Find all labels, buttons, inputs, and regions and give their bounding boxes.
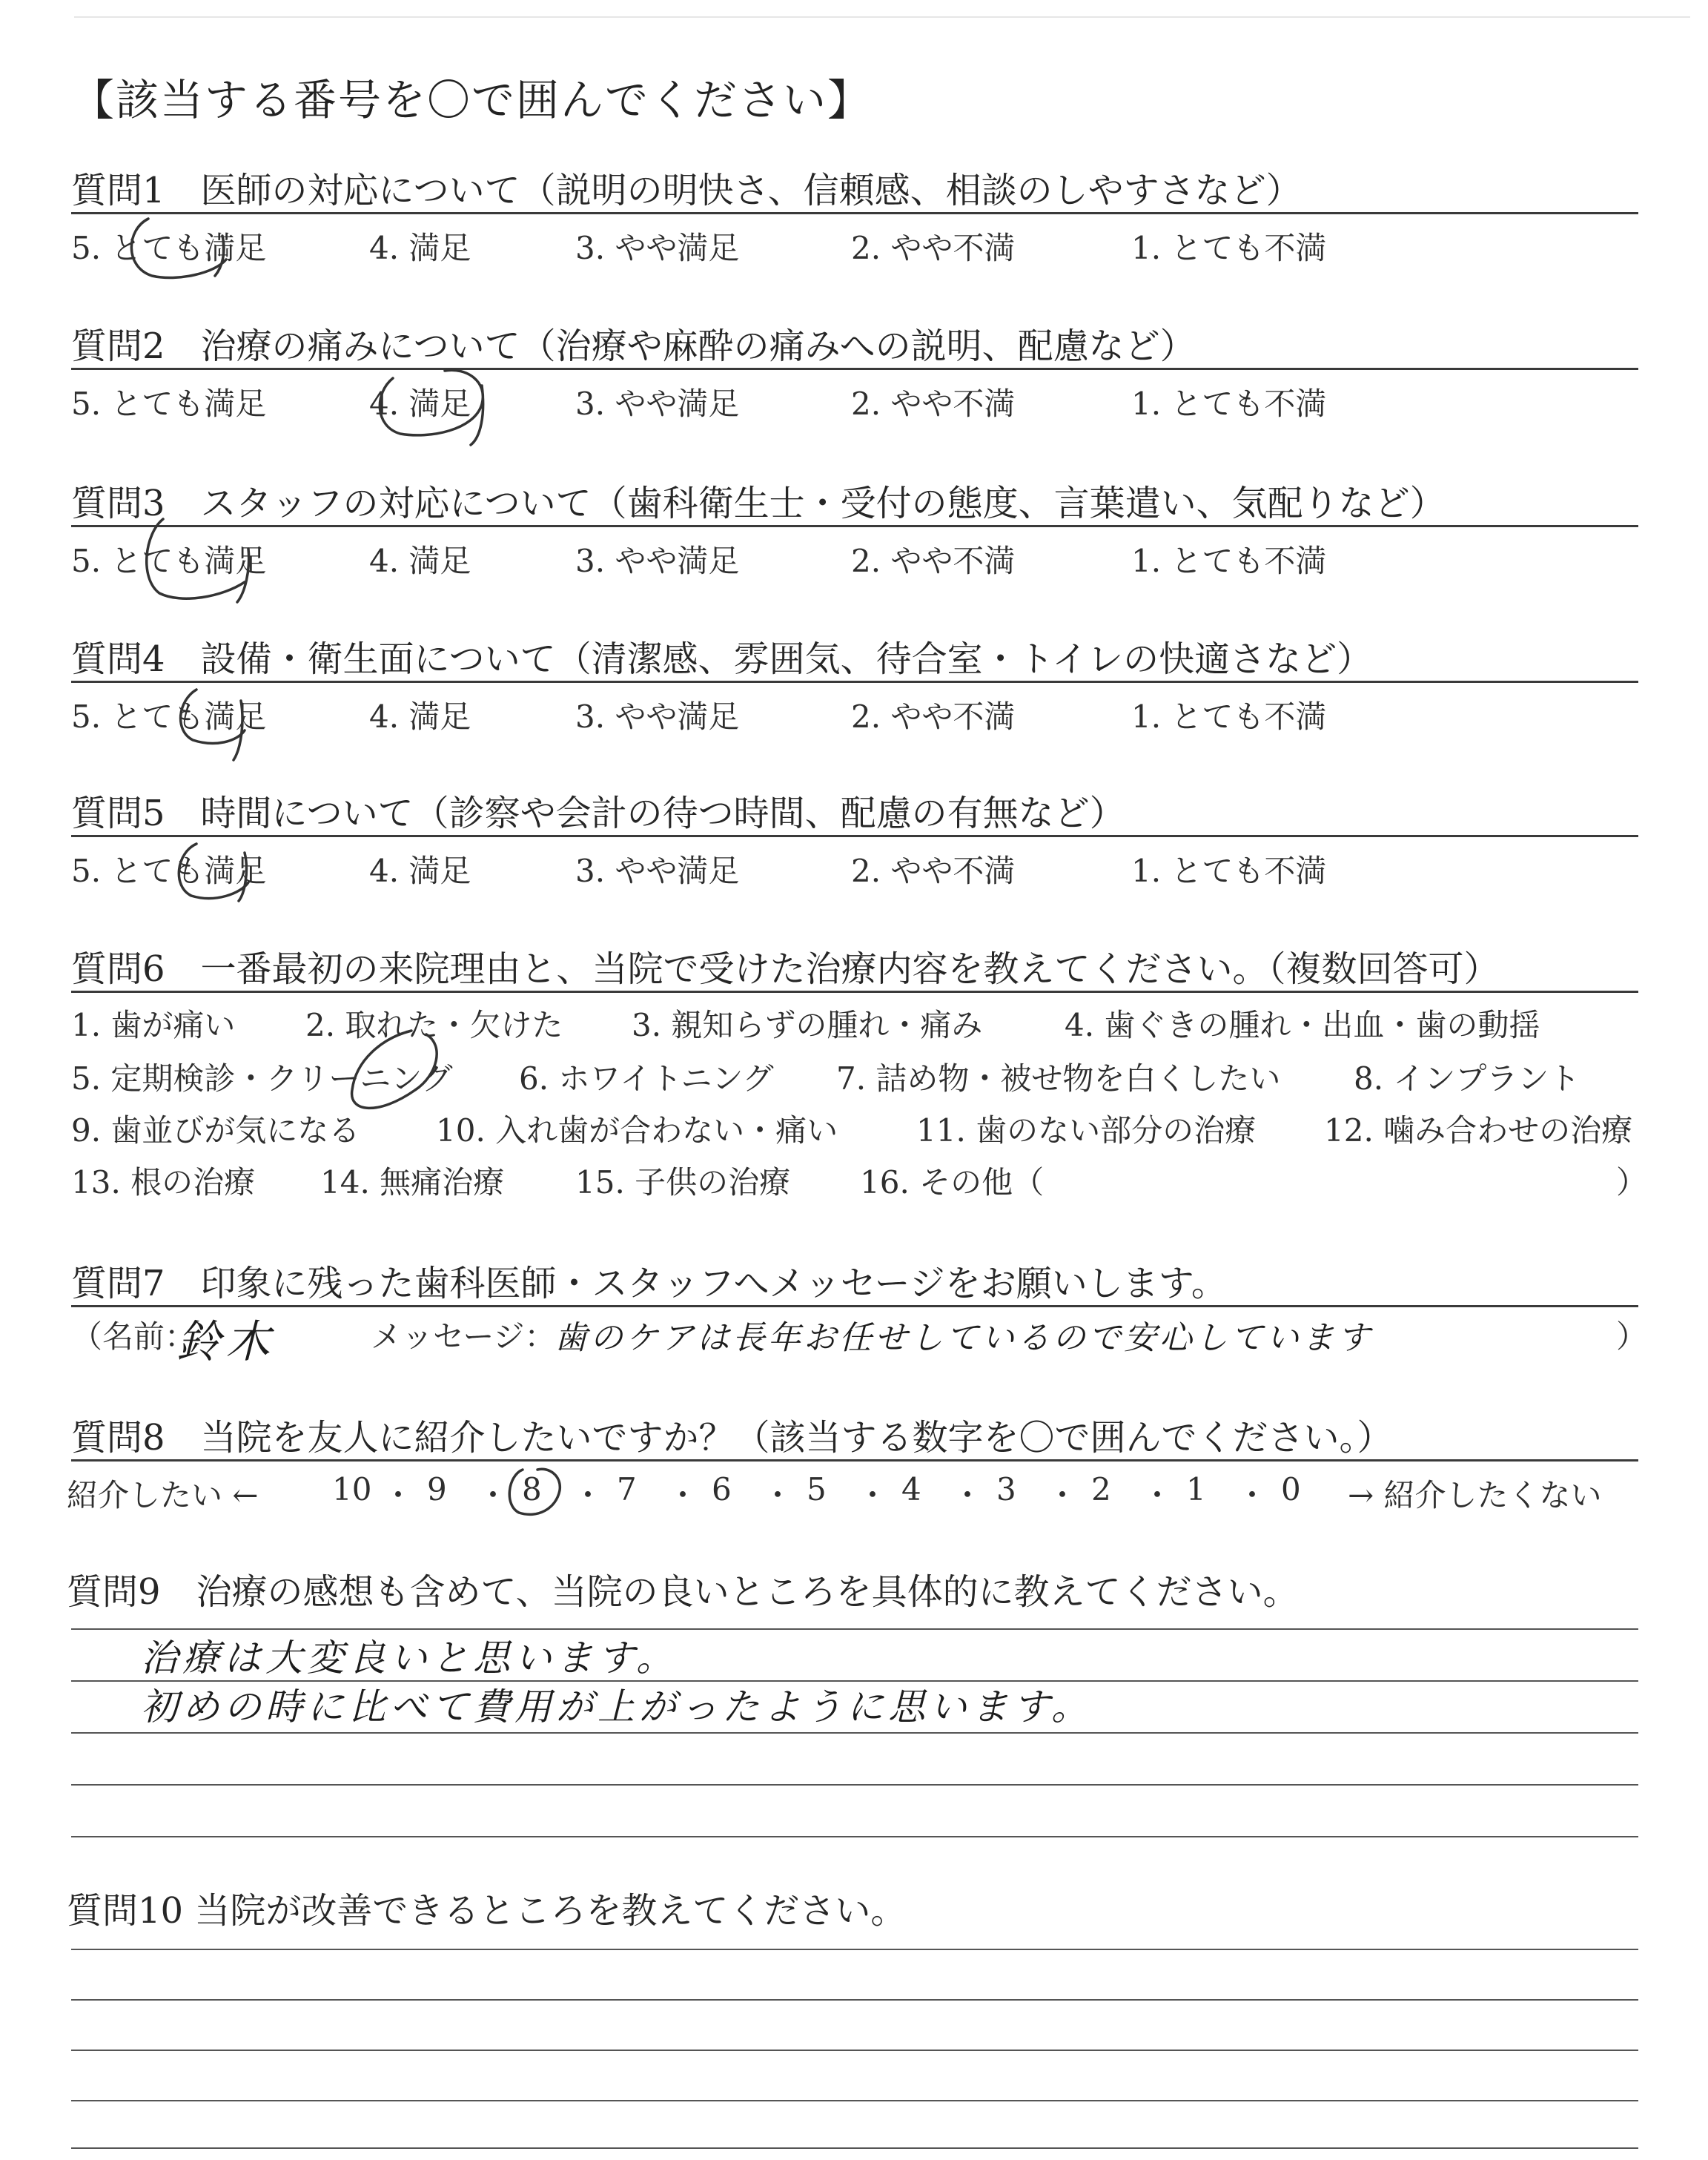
q6-option[interactable]: 11. 歯のない部分の治療 [916, 1112, 1257, 1149]
q3-rule [71, 525, 1638, 527]
q4-option[interactable]: 3. やや満足 [575, 698, 740, 735]
q2-title: 質問2 治療の痛みについて（治療や麻酔の痛みへの説明、配慮など） [71, 326, 1196, 367]
q5-rule [71, 835, 1638, 837]
q8-scale-separator: ・ [1142, 1477, 1174, 1513]
q8-scale-value[interactable]: 7 [617, 1471, 637, 1507]
q6-option[interactable]: 15. 子供の治療 [575, 1164, 791, 1200]
top-border [74, 16, 1690, 18]
q8-scale-value[interactable]: 1 [1186, 1471, 1206, 1507]
q1-rule [71, 212, 1638, 214]
q9-answer-1: 治療は大変良いと思います。 [141, 1636, 678, 1680]
q6-option[interactable]: 1. 歯が痛い [71, 1007, 236, 1043]
q8-scale-separator: ・ [762, 1477, 794, 1513]
q7-rule [71, 1305, 1638, 1307]
q8-scale-separator: ・ [383, 1477, 414, 1513]
q4-option[interactable]: 1. とても不満 [1131, 698, 1327, 735]
q5-option[interactable]: 4. 満足 [369, 853, 471, 889]
q8-scale-separator: ・ [477, 1477, 509, 1513]
page-header: 【該当する番号を〇で囲んでください】 [71, 75, 873, 125]
q8-scale-value[interactable]: 3 [996, 1471, 1016, 1507]
q9-line-3 [71, 1732, 1638, 1734]
q6-option[interactable]: 7. 詰め物・被せ物を白くしたい [836, 1060, 1281, 1097]
q10-line-2 [71, 1999, 1638, 2001]
q10-title: 質問10 当院が改善できるところを教えてください。 [67, 1890, 907, 1932]
q5-option[interactable]: 2. やや不満 [851, 853, 1016, 889]
q7-message-value: 歯のケアは長年お任せしているので安心しています [555, 1319, 1373, 1357]
q8-scale-separator: ・ [857, 1477, 889, 1513]
q6-option[interactable]: 13. 根の治療 [71, 1164, 256, 1200]
q10-line-1 [71, 1949, 1638, 1950]
q6-option[interactable]: 8. インプラント [1354, 1060, 1580, 1097]
q2-option[interactable]: 5. とても満足 [71, 386, 267, 422]
q1-option[interactable]: 4. 満足 [369, 230, 471, 266]
q3-option[interactable]: 3. やや満足 [575, 543, 740, 579]
q7-title: 質問7 印象に残った歯科医師・スタッフへメッセージをお願いします。 [71, 1263, 1227, 1304]
q10-line-5 [71, 2147, 1638, 2149]
q6-option[interactable]: 12. 噛み合わせの治療 [1324, 1112, 1633, 1149]
q8-scale-value[interactable]: 0 [1281, 1471, 1301, 1507]
q4-title: 質問4 設備・衛生面について（清潔感、雰囲気、待合室・トイレの快適さなど） [71, 638, 1373, 680]
q6-title: 質問6 一番最初の来院理由と、当院で受けた治療内容を教えてください。（複数回答可） [71, 948, 1500, 990]
q3-option[interactable]: 4. 満足 [369, 543, 471, 579]
q4-rule [71, 681, 1638, 683]
q1-title: 質問1 医師の対応について（説明の明快さ、信頼感、相談のしやすさなど） [71, 170, 1302, 211]
q8-scale-value[interactable]: 4 [901, 1471, 921, 1507]
q7-name-value: 鈴木 [176, 1316, 274, 1368]
q3-option[interactable]: 2. やや不満 [851, 543, 1016, 579]
q1-option[interactable]: 2. やや不満 [851, 230, 1016, 266]
q2-rule [71, 368, 1638, 370]
q8-scale-separator: ・ [952, 1477, 984, 1513]
q6-option[interactable]: 3. 親知らずの腫れ・痛み [632, 1007, 983, 1043]
q7-name-label: （名前： [71, 1318, 196, 1355]
q6-close-paren: ） [1616, 1164, 1648, 1200]
q6-option[interactable]: 9. 歯並びが気になる [71, 1112, 360, 1149]
q2-option[interactable]: 3. やや満足 [575, 386, 740, 422]
q8-scale-value[interactable]: 9 [427, 1471, 447, 1507]
q8-scale-value[interactable]: 5 [807, 1471, 827, 1507]
q2-option[interactable]: 4. 満足 [369, 386, 471, 422]
q4-option[interactable]: 4. 満足 [369, 698, 471, 735]
q6-option[interactable]: 16. その他（ [860, 1164, 1045, 1200]
q8-scale-value[interactable]: 10 [332, 1471, 372, 1507]
q2-option[interactable]: 1. とても不満 [1131, 386, 1327, 422]
q1-option[interactable]: 1. とても不満 [1131, 230, 1327, 266]
q6-option[interactable]: 4. 歯ぐきの腫れ・出血・歯の動揺 [1065, 1007, 1540, 1043]
q5-option[interactable]: 3. やや満足 [575, 853, 740, 889]
q3-title: 質問3 スタッフの対応について（歯科衛生士・受付の態度、言葉遣い、気配りなど） [71, 483, 1446, 524]
q7-close-paren: ） [1616, 1318, 1648, 1355]
q8-scale-separator: ・ [572, 1477, 604, 1513]
q6-rule [71, 991, 1638, 993]
q1-option[interactable]: 3. やや満足 [575, 230, 740, 266]
q2-option[interactable]: 2. やや不満 [851, 386, 1016, 422]
q7-message-label: メッセージ： [371, 1318, 556, 1355]
q9-line-4 [71, 1784, 1638, 1786]
q10-line-4 [71, 2100, 1638, 2101]
q8-right-label: → 紹介したくない [1348, 1477, 1602, 1513]
q6-option[interactable]: 10. 入れ歯が合わない・痛い [436, 1112, 838, 1149]
q4-option[interactable]: 2. やや不満 [851, 698, 1016, 735]
q5-option[interactable]: 5. とても満足 [71, 853, 267, 889]
q6-option[interactable]: 2. 取れた・欠けた [305, 1007, 563, 1043]
q6-option[interactable]: 5. 定期検診・クリーニング [71, 1060, 453, 1097]
q3-option[interactable]: 1. とても不満 [1131, 543, 1327, 579]
q8-scale-separator: ・ [1047, 1477, 1079, 1513]
q8-rule [71, 1459, 1638, 1462]
q8-scale-value[interactable]: 2 [1091, 1471, 1111, 1507]
q9-title: 質問9 治療の感想も含めて、当院の良いところを具体的に教えてください。 [67, 1571, 1299, 1613]
q8-scale-separator: ・ [667, 1477, 699, 1513]
q4-option[interactable]: 5. とても満足 [71, 698, 267, 735]
q9-answer-2: 初めの時に比べて費用が上がったように思います。 [141, 1685, 1093, 1728]
q3-option[interactable]: 5. とても満足 [71, 543, 267, 579]
q6-option[interactable]: 6. ホワイトニング [519, 1060, 774, 1097]
q5-option[interactable]: 1. とても不満 [1131, 853, 1327, 889]
q1-option[interactable]: 5. とても満足 [71, 230, 267, 266]
q8-title: 質問8 当院を友人に紹介したいですか？（該当する数字を〇で囲んでください。） [71, 1417, 1393, 1459]
q8-scale-separator: ・ [1237, 1477, 1268, 1513]
q5-title: 質問5 時間について（診察や会計の待つ時間、配慮の有無など） [71, 793, 1125, 834]
q6-option[interactable]: 14. 無痛治療 [320, 1164, 505, 1200]
q8-scale-value[interactable]: 6 [712, 1471, 732, 1507]
q10-line-3 [71, 2050, 1638, 2051]
q8-left-label: 紹介したい ← [67, 1477, 259, 1513]
q9-line-5 [71, 1836, 1638, 1837]
q8-scale-value[interactable]: 8 [522, 1471, 542, 1507]
